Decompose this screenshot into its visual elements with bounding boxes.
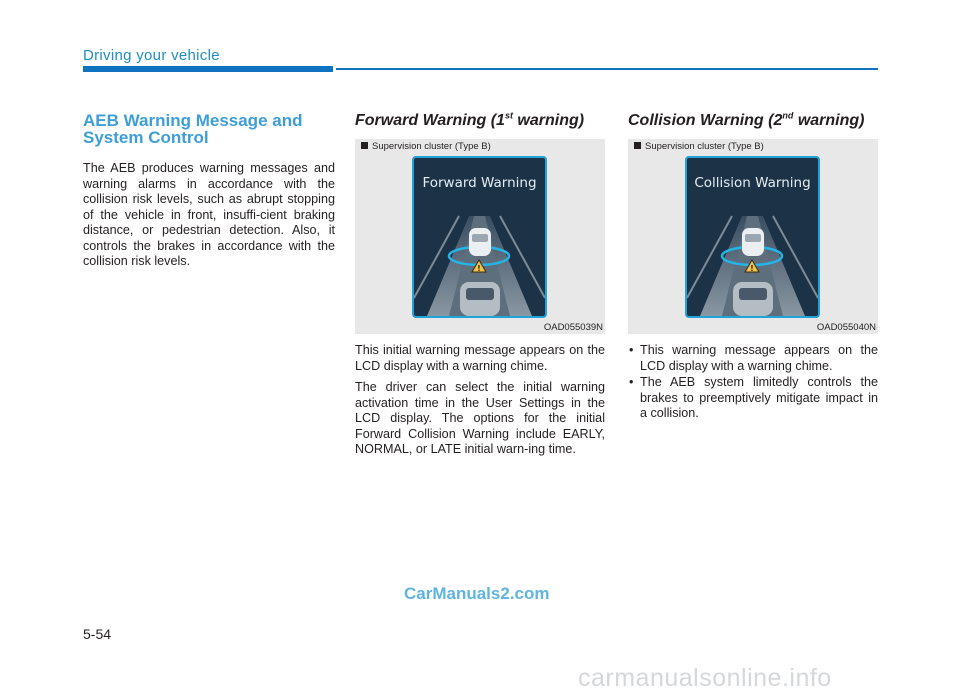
column-aeb-warning — [83, 112, 335, 270]
watermark-site: carmanualsonline.info — [578, 664, 832, 689]
road-scene-graphic — [414, 158, 545, 316]
forward-warning-para-1: This initial warning message appears on the LCD display with a warning chime. — [355, 343, 605, 373]
forward-warning-para-2: The driver can select the initial warning activation time in the User Settings in the LCD display. The options for the initial Forward Collision Warning include EARLY, NORMAL, or LATE initial warn-ing time. — [355, 380, 605, 456]
own-car-icon — [460, 282, 500, 316]
forward-warning-text — [355, 343, 605, 464]
list-item: • The AEB system limitedly controls the brakes to preemptively mitigate impact in a collision. — [628, 375, 878, 422]
collision-warning-title: Collision Warning (2nd warning) — [628, 110, 865, 129]
cluster-display — [685, 156, 820, 318]
road-scene-graphic — [687, 158, 818, 316]
figure-code: OAD055040N — [816, 322, 876, 333]
collision-warning-bullets — [628, 343, 878, 422]
lead-car-icon — [742, 228, 764, 256]
forward-warning-figure — [355, 139, 605, 334]
column-forward-warning — [355, 112, 605, 129]
column-collision-warning — [628, 112, 878, 129]
figure-caption: Supervision cluster (Type B) — [361, 141, 491, 152]
cluster-display-message: Collision Warning — [694, 175, 811, 191]
aeb-section-body: The AEB produces warning messages and warning alarms in accordance with the collision risk levels, such as abrupt stopping of the vehicle in front, insuffi-cient braking distance, or pedestrian detection. Also, it controls the brakes in accordance with the collision risk levels. — [83, 161, 335, 268]
forward-warning-title: Forward Warning (1st warning) — [355, 110, 585, 129]
svg-text:!: ! — [477, 264, 481, 273]
header-rule-thin — [336, 68, 878, 70]
cluster-display — [412, 156, 547, 318]
section-header-title: Driving your vehicle — [83, 47, 220, 64]
svg-text:!: ! — [750, 264, 754, 273]
page-number: 5-54 — [83, 626, 112, 642]
own-car-icon — [733, 282, 773, 316]
collision-warning-text — [628, 343, 878, 423]
square-bullet-icon — [361, 142, 368, 149]
list-item: • This warning message appears on the LCD display with a warning chime. — [628, 343, 878, 374]
watermark-link[interactable]: CarManuals2.com — [404, 584, 550, 603]
cluster-display-message: Forward Warning — [422, 175, 537, 191]
lead-car-icon — [469, 228, 491, 256]
header-rule-thick — [83, 66, 333, 72]
square-bullet-icon — [634, 142, 641, 149]
aeb-section-title: AEB Warning Message and System Control — [83, 111, 303, 147]
figure-caption: Supervision cluster (Type B) — [634, 141, 764, 152]
collision-warning-figure — [628, 139, 878, 334]
figure-code: OAD055039N — [543, 322, 603, 333]
